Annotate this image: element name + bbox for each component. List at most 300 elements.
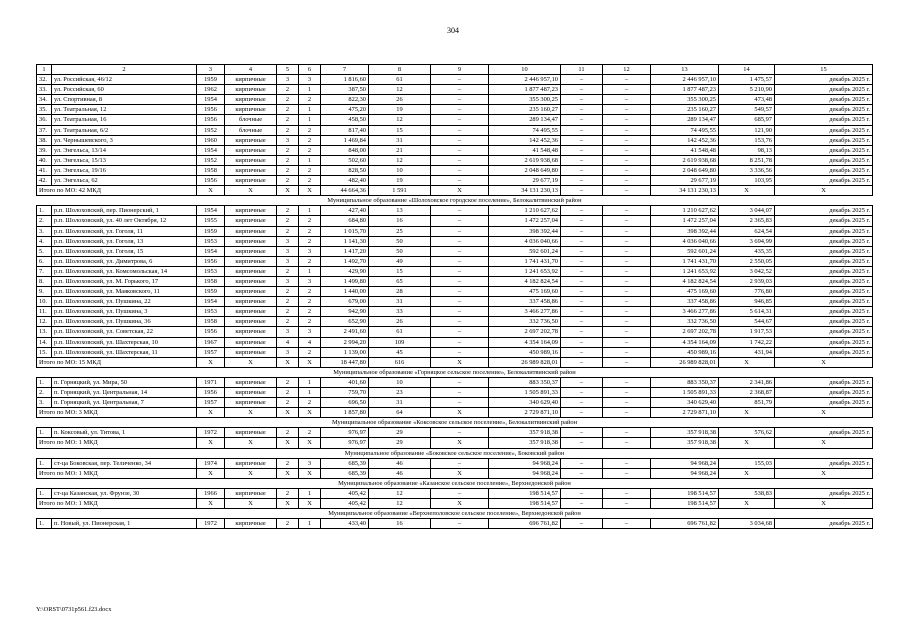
table-cell: 942,90 xyxy=(321,307,369,317)
table-cell: 1954 xyxy=(197,145,225,155)
table-cell: 1 917,53 xyxy=(719,327,775,337)
table-cell: 1958 xyxy=(197,165,225,175)
table-cell: 65 xyxy=(369,276,431,286)
table-cell: 2 xyxy=(299,176,321,186)
table-cell: 29 677,19 xyxy=(489,176,561,186)
table-cell: 1 xyxy=(299,206,321,216)
table-cell: ул. Энгельса, 19/16 xyxy=(52,165,197,175)
table-cell: декабрь 2025 г. xyxy=(775,236,873,246)
table-cell: – xyxy=(603,488,651,498)
table-row xyxy=(37,388,873,398)
table-cell: 1 469,84 xyxy=(321,135,369,145)
table-cell: 1 816,60 xyxy=(321,75,369,85)
table-cell: – xyxy=(561,176,603,186)
table-cell: – xyxy=(561,165,603,175)
table-cell: 976,97 xyxy=(321,428,369,438)
total-cell: 26 989 828,01 xyxy=(489,357,561,367)
table-cell: 41. xyxy=(37,165,52,175)
table-cell: 1 xyxy=(299,519,321,529)
table-cell: – xyxy=(431,216,489,226)
table-cell: 549,57 xyxy=(719,105,775,115)
table-cell: р.п. Шолоховский, ул. Пушкина, 36 xyxy=(52,317,197,327)
table-cell: 3 034,68 xyxy=(719,519,775,529)
table-cell: – xyxy=(603,176,651,186)
table-cell: 34. xyxy=(37,95,52,105)
table-cell: – xyxy=(603,105,651,115)
table-row xyxy=(37,488,873,498)
table-cell: – xyxy=(561,327,603,337)
table-cell: р.п. Шолоховский, ул. Пушкина, 22 xyxy=(52,297,197,307)
total-cell: 198 514,57 xyxy=(489,499,561,509)
table-cell: декабрь 2025 г. xyxy=(775,256,873,266)
table-cell: 684,80 xyxy=(321,216,369,226)
table-cell: – xyxy=(603,206,651,216)
table-cell: – xyxy=(561,377,603,387)
total-cell: 29 xyxy=(369,438,431,448)
table-cell: 398 392,44 xyxy=(489,226,561,236)
table-cell: 10 xyxy=(369,377,431,387)
table-cell: – xyxy=(561,297,603,307)
total-cell: Х xyxy=(431,186,489,196)
table-cell: – xyxy=(603,216,651,226)
total-cell: Х xyxy=(719,438,775,448)
table-cell: р.п. Шолоховский, ул. Шахтерская, 10 xyxy=(52,337,197,347)
table-cell: 1958 xyxy=(197,276,225,286)
table-cell: 103,95 xyxy=(719,176,775,186)
table-cell: декабрь 2025 г. xyxy=(775,327,873,337)
table-cell: 15. xyxy=(37,347,52,357)
table-cell: 387,50 xyxy=(321,85,369,95)
table-cell: 2 550,05 xyxy=(719,256,775,266)
table-cell: – xyxy=(603,428,651,438)
table-cell: декабрь 2025 г. xyxy=(775,428,873,438)
total-cell: 357 918,38 xyxy=(489,438,561,448)
table-cell: 38. xyxy=(37,135,52,145)
table-cell: 1955 xyxy=(197,216,225,226)
table-cell: 1 505 891,33 xyxy=(651,388,719,398)
total-cell: Х xyxy=(277,468,299,478)
table-cell: – xyxy=(431,428,489,438)
table-cell: 289 134,47 xyxy=(651,115,719,125)
table-cell: 576,62 xyxy=(719,428,775,438)
table-cell: – xyxy=(561,458,603,468)
section-title: Муниципальное образование «Коксовское сельское поселение», Белокалитвинский район xyxy=(37,418,873,428)
table-cell: 12 xyxy=(369,115,431,125)
table-cell: 2 xyxy=(299,317,321,327)
table-row xyxy=(37,246,873,256)
table-cell: 1966 xyxy=(197,488,225,498)
total-cell: Х xyxy=(719,357,775,367)
table-cell: 1. xyxy=(37,377,52,387)
table-cell: 1 xyxy=(299,377,321,387)
table-cell: 2 446 957,10 xyxy=(651,75,719,85)
total-cell: Х xyxy=(299,408,321,418)
table-cell: 8 251,78 xyxy=(719,155,775,165)
table-cell: 538,83 xyxy=(719,488,775,498)
section-title: Муниципальное образование «Горняцкое сельское поселение», Белокалитвинский район xyxy=(37,367,873,377)
table-row xyxy=(37,347,873,357)
table-cell: 357 918,38 xyxy=(651,428,719,438)
table-cell: 142 452,36 xyxy=(651,135,719,145)
header-cell: 14 xyxy=(719,65,775,75)
table-cell: 2 xyxy=(299,95,321,105)
total-cell: Х xyxy=(719,468,775,478)
table-cell: 1956 xyxy=(197,105,225,115)
table-cell: 42. xyxy=(37,176,52,186)
table-cell: – xyxy=(603,377,651,387)
table-cell: кирпичные xyxy=(225,85,277,95)
table-cell: 50 xyxy=(369,236,431,246)
table-cell: 1959 xyxy=(197,75,225,85)
header-cell: 1 xyxy=(37,65,52,75)
table-row xyxy=(37,287,873,297)
table-cell: 1 241 653,92 xyxy=(489,266,561,276)
total-cell: – xyxy=(561,186,603,196)
table-cell: 21 xyxy=(369,145,431,155)
total-cell: Х xyxy=(299,468,321,478)
table-cell: 3 xyxy=(277,327,299,337)
table-cell: 46 xyxy=(369,458,431,468)
table-cell: 1 472 257,04 xyxy=(489,216,561,226)
table-cell: 1 xyxy=(299,266,321,276)
table-cell: 1. xyxy=(37,458,52,468)
header-cell: 12 xyxy=(603,65,651,75)
table-cell: кирпичные xyxy=(225,246,277,256)
total-cell: Х xyxy=(197,357,225,367)
table-row xyxy=(37,226,873,236)
table-row xyxy=(37,398,873,408)
table-cell: 50 xyxy=(369,246,431,256)
table-cell: декабрь 2025 г. xyxy=(775,125,873,135)
table-cell: 1 xyxy=(299,105,321,115)
total-cell: 34 131 230,13 xyxy=(489,186,561,196)
table-cell: 3 xyxy=(277,236,299,246)
table-cell: – xyxy=(561,145,603,155)
table-cell: – xyxy=(603,388,651,398)
table-cell: 33. xyxy=(37,85,52,95)
table-row xyxy=(37,276,873,286)
header-cell: 7 xyxy=(321,65,369,75)
total-cell: 44 664,36 xyxy=(321,186,369,196)
table-row xyxy=(37,145,873,155)
table-cell: 2 697 202,78 xyxy=(651,327,719,337)
table-cell: 2 xyxy=(277,519,299,529)
total-cell: Х xyxy=(277,408,299,418)
table-cell: 1 741 431,70 xyxy=(651,256,719,266)
table-cell: 2 619 938,68 xyxy=(489,155,561,165)
table-row xyxy=(37,165,873,175)
table-cell: – xyxy=(431,488,489,498)
table-cell: – xyxy=(431,155,489,165)
table-cell: – xyxy=(603,85,651,95)
total-cell: 64 xyxy=(369,408,431,418)
total-cell: Х xyxy=(775,186,873,196)
table-cell: – xyxy=(603,226,651,236)
table-row xyxy=(37,458,873,468)
total-cell: Х xyxy=(277,438,299,448)
total-label: Итого по МО: 15 МКД xyxy=(37,357,197,367)
table-cell: 1953 xyxy=(197,266,225,276)
table-cell: 26 xyxy=(369,95,431,105)
header-cell: 4 xyxy=(225,65,277,75)
table-row xyxy=(37,216,873,226)
table-cell: 12 xyxy=(369,85,431,95)
table-cell: декабрь 2025 г. xyxy=(775,317,873,327)
table-cell: 94 968,24 xyxy=(651,458,719,468)
table-cell: 3 044,07 xyxy=(719,206,775,216)
table-cell: – xyxy=(561,388,603,398)
table-cell: декабрь 2025 г. xyxy=(775,165,873,175)
table-cell: 1957 xyxy=(197,347,225,357)
table-cell: – xyxy=(603,95,651,105)
table-cell: 685,39 xyxy=(321,458,369,468)
table-cell: – xyxy=(603,246,651,256)
table-cell: р.п. Шолоховский, ул. Советская, 22 xyxy=(52,327,197,337)
table-cell: 1956 xyxy=(197,115,225,125)
table-cell: декабрь 2025 г. xyxy=(775,216,873,226)
table-cell: 1 141,30 xyxy=(321,236,369,246)
table-cell: 2 619 938,68 xyxy=(651,155,719,165)
table-cell: п. Коксовый, ул. Титова, 1 xyxy=(52,428,197,438)
table-cell: – xyxy=(561,337,603,347)
table-cell: 2 xyxy=(299,125,321,135)
table-cell: декабрь 2025 г. xyxy=(775,388,873,398)
total-cell: 405,42 xyxy=(321,499,369,509)
table-cell: 696 761,82 xyxy=(651,519,719,529)
table-cell: 2 xyxy=(299,428,321,438)
total-cell: 1 857,80 xyxy=(321,408,369,418)
table-cell: декабрь 2025 г. xyxy=(775,337,873,347)
table-cell: – xyxy=(431,388,489,398)
table-cell: 3 xyxy=(299,246,321,256)
table-cell: 1 492,70 xyxy=(321,256,369,266)
table-cell: декабрь 2025 г. xyxy=(775,206,873,216)
table-cell: 5. xyxy=(37,246,52,256)
header-cell: 3 xyxy=(197,65,225,75)
table-cell: кирпичные xyxy=(225,236,277,246)
table-cell: 1972 xyxy=(197,428,225,438)
table-cell: 36. xyxy=(37,115,52,125)
table-cell: 337 458,86 xyxy=(489,297,561,307)
total-cell: – xyxy=(603,438,651,448)
table-cell: 31 xyxy=(369,135,431,145)
table-row xyxy=(37,297,873,307)
table-cell: 41 548,48 xyxy=(489,145,561,155)
table-row xyxy=(37,337,873,347)
table-cell: кирпичные xyxy=(225,276,277,286)
table-cell: декабрь 2025 г. xyxy=(775,226,873,236)
table-cell: 7. xyxy=(37,266,52,276)
table-cell: кирпичные xyxy=(225,317,277,327)
table-cell: 1 241 653,92 xyxy=(651,266,719,276)
table-cell: 4 xyxy=(299,337,321,347)
table-cell: декабрь 2025 г. xyxy=(775,266,873,276)
table-cell: 1 742,22 xyxy=(719,337,775,347)
table-cell: 883 350,37 xyxy=(489,377,561,387)
total-cell: Х xyxy=(299,438,321,448)
table-cell: 2 xyxy=(277,105,299,115)
table-cell: р.п. Шолоховский, ул. М. Горького, 17 xyxy=(52,276,197,286)
table-cell: 2 939,03 xyxy=(719,276,775,286)
table-cell: 592 601,24 xyxy=(651,246,719,256)
table-cell: – xyxy=(561,287,603,297)
table-cell: 2 xyxy=(299,135,321,145)
table-cell: кирпичные xyxy=(225,337,277,347)
table-cell: 1 440,00 xyxy=(321,287,369,297)
table-cell: – xyxy=(431,125,489,135)
table-cell: декабрь 2025 г. xyxy=(775,75,873,85)
total-cell: – xyxy=(603,468,651,478)
table-cell: 4 036 040,66 xyxy=(651,236,719,246)
table-cell: 848,00 xyxy=(321,145,369,155)
total-cell: Х xyxy=(299,357,321,367)
table-cell: 2 341,86 xyxy=(719,377,775,387)
table-cell: 12 xyxy=(369,155,431,165)
table-cell: 482,40 xyxy=(321,176,369,186)
total-cell: Х xyxy=(431,499,489,509)
total-cell: Х xyxy=(225,408,277,418)
table-cell: декабрь 2025 г. xyxy=(775,347,873,357)
table-cell: 3 042,52 xyxy=(719,266,775,276)
table-cell: 13 xyxy=(369,206,431,216)
table-cell: 475 169,60 xyxy=(651,287,719,297)
table-cell: кирпичные xyxy=(225,75,277,85)
table-cell: 2 xyxy=(299,145,321,155)
total-cell: Х xyxy=(431,357,489,367)
table-cell: – xyxy=(603,458,651,468)
table-cell: 33 xyxy=(369,307,431,317)
table-cell: 98,13 xyxy=(719,145,775,155)
total-cell: Х xyxy=(719,186,775,196)
table-cell: 2. xyxy=(37,388,52,398)
table-row xyxy=(37,236,873,246)
table-cell: р.п. Шолоховский, ул. Комсомольская, 14 xyxy=(52,266,197,276)
table-cell: 332 736,50 xyxy=(651,317,719,327)
total-cell: 198 514,57 xyxy=(651,499,719,509)
table-cell: 1 472 257,04 xyxy=(651,216,719,226)
table-row xyxy=(37,266,873,276)
table-cell: – xyxy=(561,155,603,165)
table-cell: кирпичные xyxy=(225,287,277,297)
total-row xyxy=(37,468,873,478)
table-cell: декабрь 2025 г. xyxy=(775,488,873,498)
table-cell: 1971 xyxy=(197,377,225,387)
table-cell: 337 458,86 xyxy=(651,297,719,307)
total-cell: 46 xyxy=(369,468,431,478)
table-cell: – xyxy=(431,297,489,307)
table-cell: ст-ца Боковская, пер. Теличенко, 34 xyxy=(52,458,197,468)
table-cell: 685,97 xyxy=(719,115,775,125)
table-cell: 427,40 xyxy=(321,206,369,216)
table-cell: 2 xyxy=(299,398,321,408)
table-cell: – xyxy=(603,398,651,408)
table-cell: 5 614,31 xyxy=(719,307,775,317)
table-cell: 2 994,20 xyxy=(321,337,369,347)
total-cell: Х xyxy=(775,438,873,448)
table-cell: – xyxy=(431,287,489,297)
table-cell: 32. xyxy=(37,75,52,85)
total-row xyxy=(37,186,873,196)
table-cell: – xyxy=(561,236,603,246)
table-cell: кирпичные xyxy=(225,266,277,276)
table-cell: п. Горняцкий, ул. Центральная, 7 xyxy=(52,398,197,408)
table-cell: 19 xyxy=(369,176,431,186)
table-cell: 74 495,55 xyxy=(489,125,561,135)
table-cell: 2 xyxy=(299,307,321,317)
table-cell: 289 134,47 xyxy=(489,115,561,125)
total-cell: Х xyxy=(197,468,225,478)
table-cell: декабрь 2025 г. xyxy=(775,276,873,286)
table-cell: 3 xyxy=(299,276,321,286)
table-header-row xyxy=(37,65,873,75)
table-cell: 26 xyxy=(369,317,431,327)
table-row xyxy=(37,327,873,337)
table-cell: кирпичные xyxy=(225,95,277,105)
table-cell: – xyxy=(431,105,489,115)
table-cell: 31 xyxy=(369,297,431,307)
total-cell: 357 918,38 xyxy=(651,438,719,448)
table-cell: 458,50 xyxy=(321,115,369,125)
table-cell: 1 475,57 xyxy=(719,75,775,85)
table-cell: – xyxy=(561,246,603,256)
table-cell: кирпичные xyxy=(225,347,277,357)
table-cell: – xyxy=(603,297,651,307)
table-cell: 3. xyxy=(37,398,52,408)
table-cell: – xyxy=(431,519,489,529)
table-cell: – xyxy=(561,125,603,135)
table-cell: – xyxy=(561,276,603,286)
table-cell: 776,80 xyxy=(719,287,775,297)
table-cell: 4 354 164,09 xyxy=(489,337,561,347)
table-cell: 431,94 xyxy=(719,347,775,357)
table-row xyxy=(37,519,873,529)
total-cell: – xyxy=(561,438,603,448)
table-cell: 592 601,24 xyxy=(489,246,561,256)
table-cell: кирпичные xyxy=(225,165,277,175)
table-row xyxy=(37,307,873,317)
table-cell: – xyxy=(431,256,489,266)
table-cell: 2 xyxy=(277,115,299,125)
total-cell: 34 131 230,13 xyxy=(651,186,719,196)
table-cell: 2 xyxy=(277,307,299,317)
total-cell: Х xyxy=(225,468,277,478)
table-cell: – xyxy=(431,266,489,276)
table-cell: 19 xyxy=(369,105,431,115)
total-cell: 26 989 828,01 xyxy=(651,357,719,367)
table-cell: 1 xyxy=(299,155,321,165)
total-cell: – xyxy=(561,408,603,418)
table-cell: декабрь 2025 г. xyxy=(775,95,873,105)
table-cell: кирпичные xyxy=(225,206,277,216)
table-cell: 3 694,99 xyxy=(719,236,775,246)
table-cell: ул. Чернышевского, 3 xyxy=(52,135,197,145)
table-cell: 2 xyxy=(277,155,299,165)
table-cell: – xyxy=(603,145,651,155)
table-cell: 2 xyxy=(277,297,299,307)
table-cell: 29 xyxy=(369,428,431,438)
table-cell: – xyxy=(561,256,603,266)
table-cell: – xyxy=(603,307,651,317)
table-row xyxy=(37,135,873,145)
table-row xyxy=(37,75,873,85)
table-cell: – xyxy=(561,428,603,438)
header-cell: 11 xyxy=(561,65,603,75)
table-cell: 4 182 824,54 xyxy=(651,276,719,286)
table-cell: 39. xyxy=(37,145,52,155)
table-cell: – xyxy=(561,105,603,115)
table-cell: ул. Энгельса, 13/14 xyxy=(52,145,197,155)
table-cell: 2 xyxy=(277,458,299,468)
